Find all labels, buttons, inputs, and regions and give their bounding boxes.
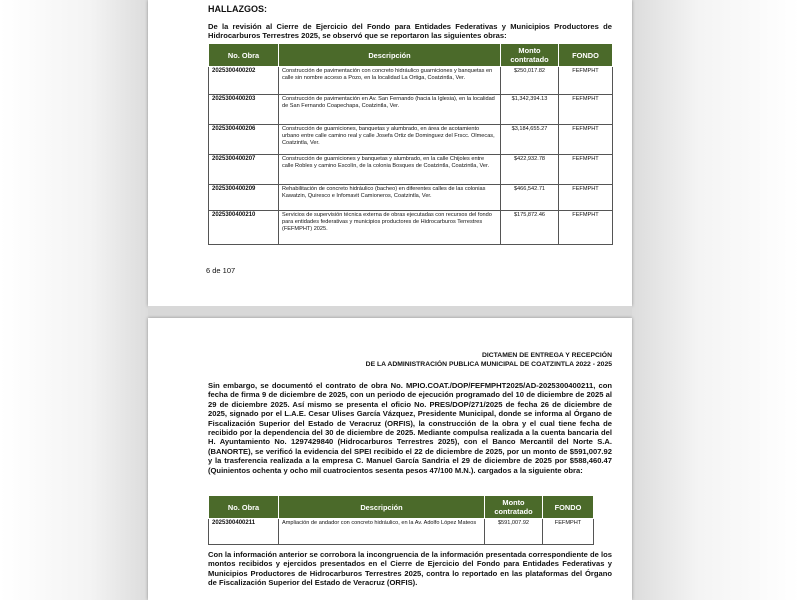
obra-211-table: [208, 495, 594, 545]
dictamen-subtitle: DE LA ADMINISTRACIÓN PUBLICA MUNICIPAL DE COATZINTLA 2022 - 2025: [365, 361, 612, 368]
cell-descripcion: Rehabilitación de concreto hidráulico (bacheo) en diferentes calles de las colonias Kawatzin, Quiresco e Infomavit Camioneros, Coatzintla, Ver.: [279, 185, 501, 211]
cell-descripcion: Ampliación de andador con concreto hidráulico, en la Av. Adolfo López Mateos: [279, 519, 485, 545]
closing-paragraph: Con la información anterior se corrobora la incongruencia de la información presentada correspondiente de los montos recibidos y ejercidos presentados en el Cierre de Ejercicio del Fondo para Entidades Federativas y Municipios Productores de Hidrocarburos Terrestres 2025, contra lo reportado en las plataformas del Órgano de Fiscalización Superior del Estado de Veracruz (ORFIS).: [208, 550, 612, 588]
cell-descripcion: Construcción de guarniciones, banquetas y alumbrado, en área de acotamiento urbano entre calle camino real y calle Josefa Ortiz de Dominguez del Frscc. Olmecas, Coatzintla, Ver.: [279, 125, 501, 155]
header-no-obra: No. Obra: [209, 44, 279, 67]
table-row: [209, 95, 613, 125]
cell-no-obra: 2025300400206: [209, 125, 279, 155]
cell-descripcion: Construcción de pavimentación en Av. San Fernando (hacia la Iglesia), en la localidad de San Fernando Coapechapa, Coatzintla, Ver.: [279, 95, 501, 125]
cell-descripcion: Construcción de guarniciones y banquetas y alumbrado, en la calle Chijoles entre calle Robles y camino Escolín, de la colonia Bosques de Coatzintla, Coatzintla, Ver.: [279, 155, 501, 185]
header-monto: Monto contratado: [501, 44, 559, 67]
cell-monto: $1,342,394.13: [501, 95, 559, 125]
document-page-6: [148, 0, 632, 306]
document-page-7: [148, 318, 632, 600]
cell-no-obra: 2025300400203: [209, 95, 279, 125]
cell-fondo: FEFMPHT: [559, 95, 613, 125]
cell-no-obra: 2025300400207: [209, 155, 279, 185]
table-row: [209, 155, 613, 185]
header-fondo: FONDO: [559, 44, 613, 67]
cell-no-obra: 2025300400211: [209, 519, 279, 545]
cell-descripcion: Construcción de pavimentación con concreto hidráulico guarniciones y banquetas en calle sin nombre acceso a Pozo, en la localidad La Ortiga, Coatzintla, Ver.: [279, 67, 501, 95]
cell-no-obra: 2025300400210: [209, 211, 279, 245]
left-margin: [0, 0, 148, 600]
cell-monto: $422,932.78: [501, 155, 559, 185]
cell-fondo: FEFMPHT: [559, 185, 613, 211]
cell-monto: $591,007.92: [485, 519, 543, 545]
header-no-obra: No. Obra: [209, 496, 279, 519]
header-descripcion: Descripción: [279, 44, 501, 67]
cell-fondo: FEFMPHT: [543, 519, 594, 545]
table-row: [209, 125, 613, 155]
cell-descripcion: Servicios de supervisión técnica externa de obras ejecutadas con recursos del fondo para entidades federativas y municipios productores de Hidrocarburos Terrestres (FEFMPHT) 2025.: [279, 211, 501, 245]
table-header-row: [209, 496, 594, 519]
cell-monto: $466,542.71: [501, 185, 559, 211]
page-number: 6 de 107: [206, 266, 236, 275]
header-descripcion: Descripción: [279, 496, 485, 519]
cell-no-obra: 2025300400202: [209, 67, 279, 95]
table-row: [209, 519, 594, 545]
header-fondo: FONDO: [543, 496, 594, 519]
cell-monto: $175,872.46: [501, 211, 559, 245]
cell-fondo: FEFMPHT: [559, 155, 613, 185]
table-row: [209, 185, 613, 211]
dictamen-header: [232, 351, 612, 369]
dictamen-title: DICTAMEN DE ENTREGA Y RECEPCIÓN: [481, 352, 612, 359]
cell-no-obra: 2025300400209: [209, 185, 279, 211]
cell-fondo: FEFMPHT: [559, 125, 613, 155]
hallazgos-intro: De la revisión al Cierre de Ejercicio del Fondo para Entidades Federativas y Municipios Productores de Hidrocarburos Terrestres 2025, se observó que se reportaron las siguientes obras:: [208, 22, 612, 41]
cell-fondo: FEFMPHT: [559, 67, 613, 95]
table-header-row: [209, 44, 613, 67]
contract-paragraph: Sin embargo, se documentó el contrato de obra No. MPIO.COAT./DOP/FEFMPHT2025/AD-2025300400211, con fecha de firma 9 de diciembre de 2025, con un periodo de ejecución programado del 10 de diciembre de 2025 al 29 de diciembre 2025. Así mismo se presenta el oficio No. PRES/DOP/271/2025 de fecha 26 de diciembre de 2025, signado por el L.A.E. Cesar Ulises García Vázquez, Presidente Municipal, donde se informa al Órgano de Fiscalización Superior del Estado de Veracruz (ORFIS), la construcción de la obra y el cual tiene fecha de recibido por la dependencia del 30 de diciembre de 2025. Mediante compulsa realizada a la cuenta bancaria del H. Ayuntamiento No. 1297429840 (Hidrocarburos Terrestres 2025), con el Banco Mercantil del Norte S.A. (BANORTE), se verificó la evidencia del SPEI recibido el 22 de diciembre de 2025, por un monto de $591,007.92 y la trasferencia realizada a la empresa C. Manuel García Sandria el 29 de diciembre de 2025 por $588,460.47 (Quinientos ochenta y ocho mil cuatrocientos sesenta pesos 47/100 M.N.). cargados a la siguiente obra:: [208, 381, 612, 475]
cell-monto: $250,017.82: [501, 67, 559, 95]
cell-fondo: FEFMPHT: [559, 211, 613, 245]
table-row: [209, 67, 613, 95]
page-break: [148, 306, 632, 318]
hallazgos-heading: HALLAZGOS:: [208, 4, 267, 14]
right-margin: [632, 0, 800, 600]
header-monto: Monto contratado: [485, 496, 543, 519]
cell-monto: $3,184,655.27: [501, 125, 559, 155]
obras-table: [208, 43, 613, 245]
table-row: [209, 211, 613, 245]
